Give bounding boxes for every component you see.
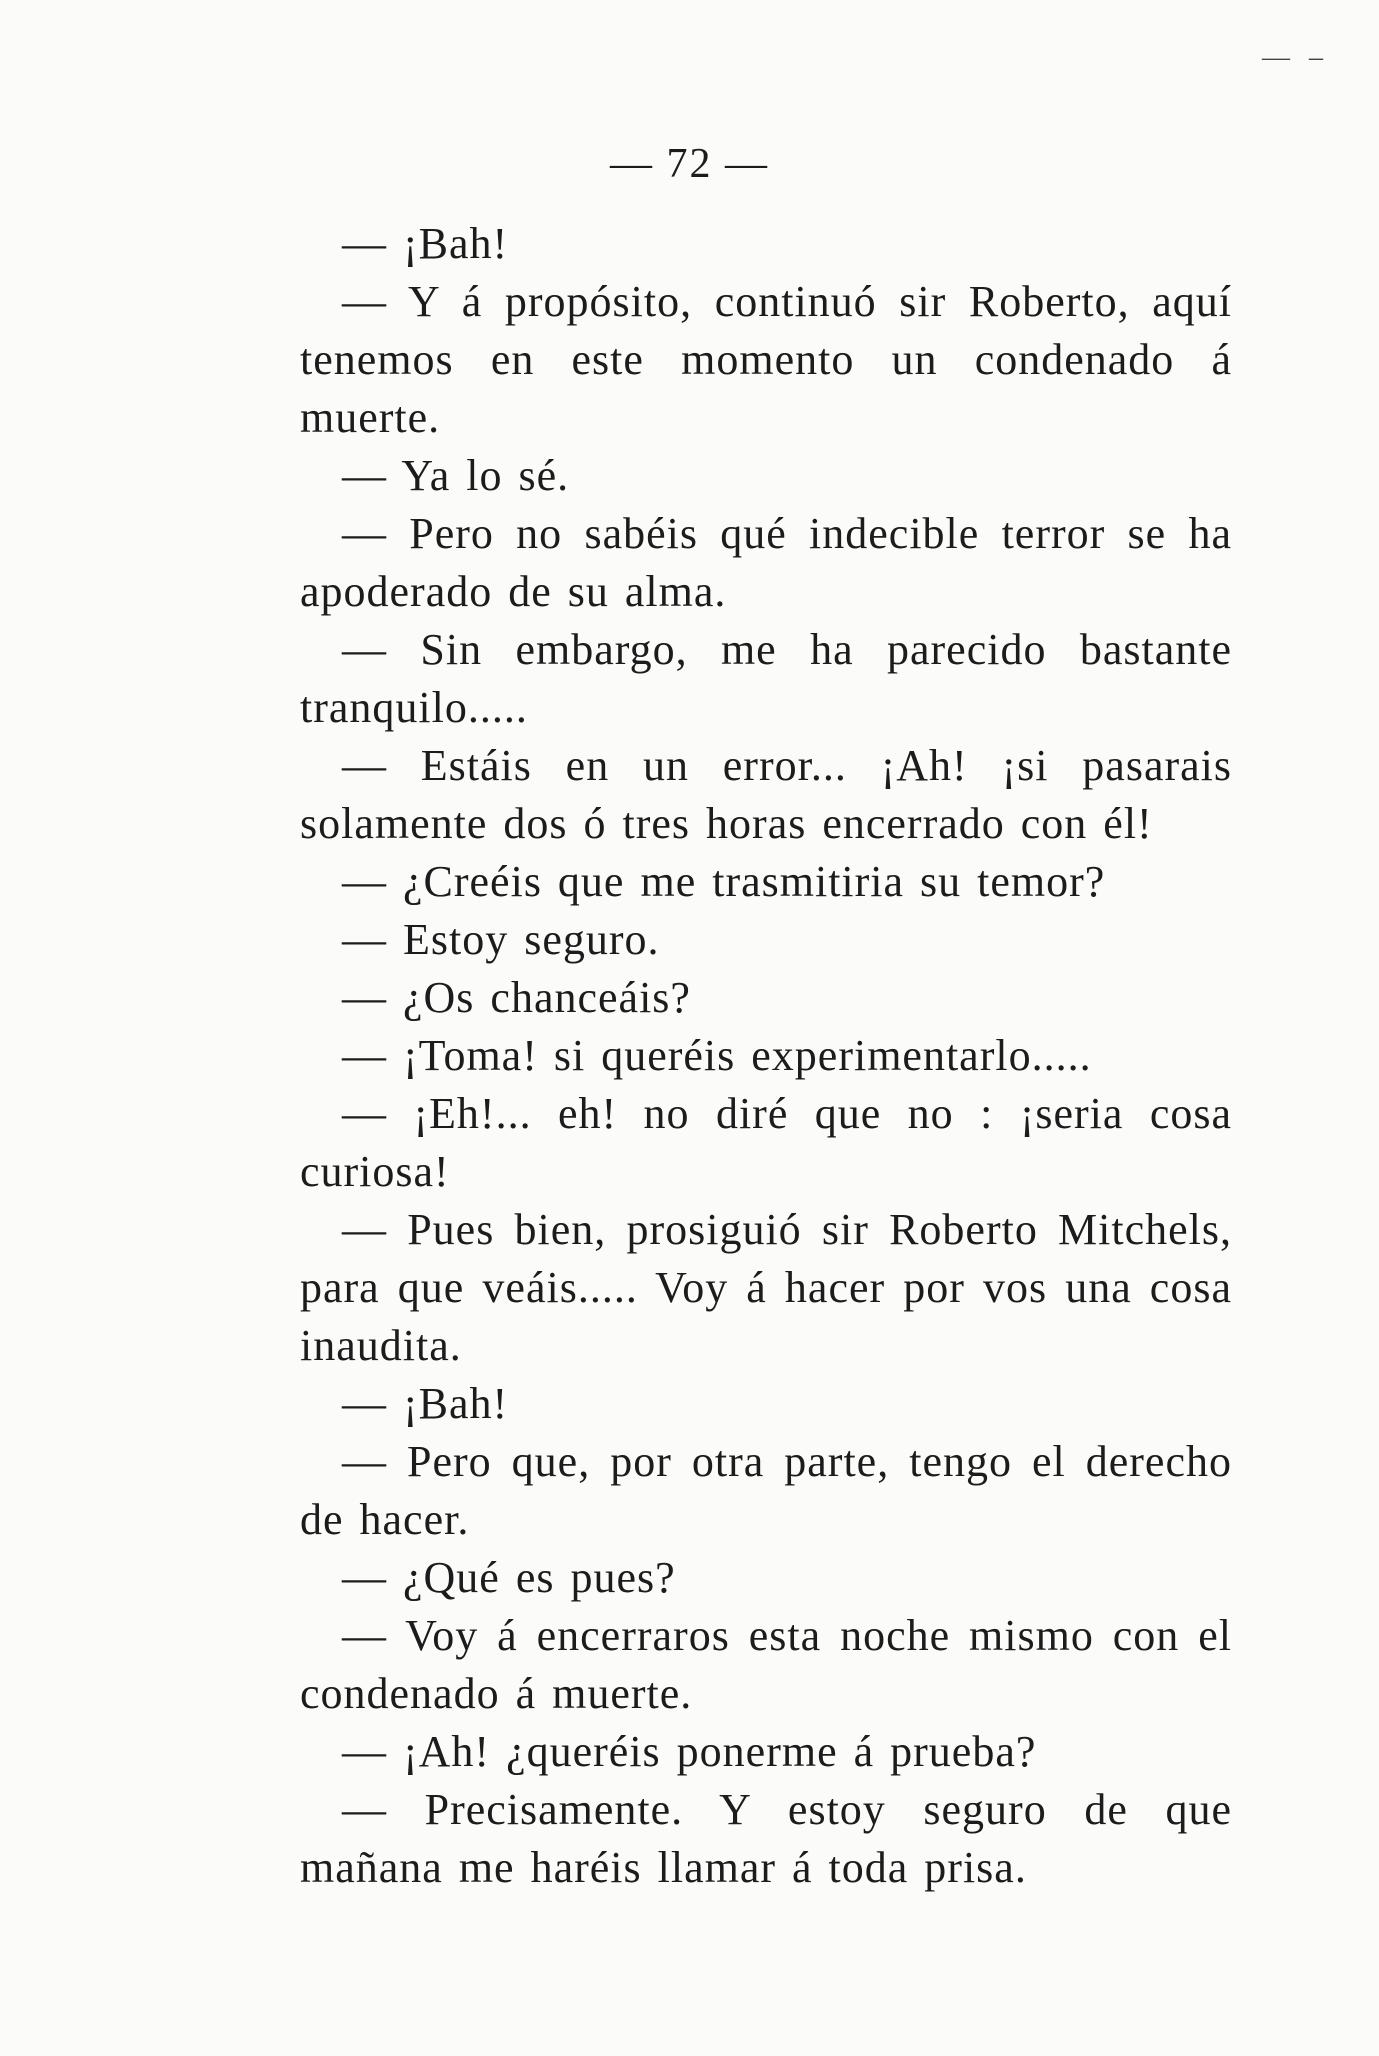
paragraph-6: — Estáis en un error... ¡Ah! ¡si pasarais solamente dos ó tres horas encerrado con él! [300,741,1232,848]
paragraph-12: — Pues bien, prosiguió sir Roberto Mitchels, para que veáis..... Voy á hacer por vos una cosa inaudita. [300,1205,1232,1370]
paragraph-15: — ¿Qué es pues? [342,1553,676,1602]
paragraph-10: — ¡Toma! si queréis experimentarlo..... [342,1031,1092,1080]
paragraph-5: — Sin embargo, me ha parecido bastante tranquilo..... [300,625,1232,732]
paragraph-11: — ¡Eh!... eh! no diré que no : ¡seria cosa curiosa! [300,1089,1232,1196]
body-text [300,215,1232,1897]
paragraph-14: — Pero que, por otra parte, tengo el derecho de hacer. [300,1437,1232,1544]
page-corner-mark: — – [1262,42,1329,73]
paragraph-2: — Y á propósito, continuó sir Roberto, aquí tenemos en este momento un condenado á muerte. [300,277,1232,442]
paragraph-8: — Estoy seguro. [342,915,660,964]
page-number: — 72 — [610,141,769,187]
paragraph-13: — ¡Bah! [342,1379,509,1428]
paragraph-7: — ¿Creéis que me trasmitiria su temor? [342,857,1106,906]
paragraph-4: — Pero no sabéis qué indecible terror se ha apoderado de su alma. [300,509,1232,616]
paragraph-17: — ¡Ah! ¿queréis ponerme á prueba? [342,1727,1037,1776]
paragraph-3: — Ya lo sé. [342,451,570,500]
paragraph-16: — Voy á encerraros esta noche mismo con el condenado á muerte. [300,1611,1232,1718]
paragraph-9: — ¿Os chanceáis? [342,973,691,1022]
paragraph-18: — Precisamente. Y estoy seguro de que mañana me haréis llamar á toda prisa. [300,1785,1232,1892]
paragraph-1: — ¡Bah! [342,219,509,268]
